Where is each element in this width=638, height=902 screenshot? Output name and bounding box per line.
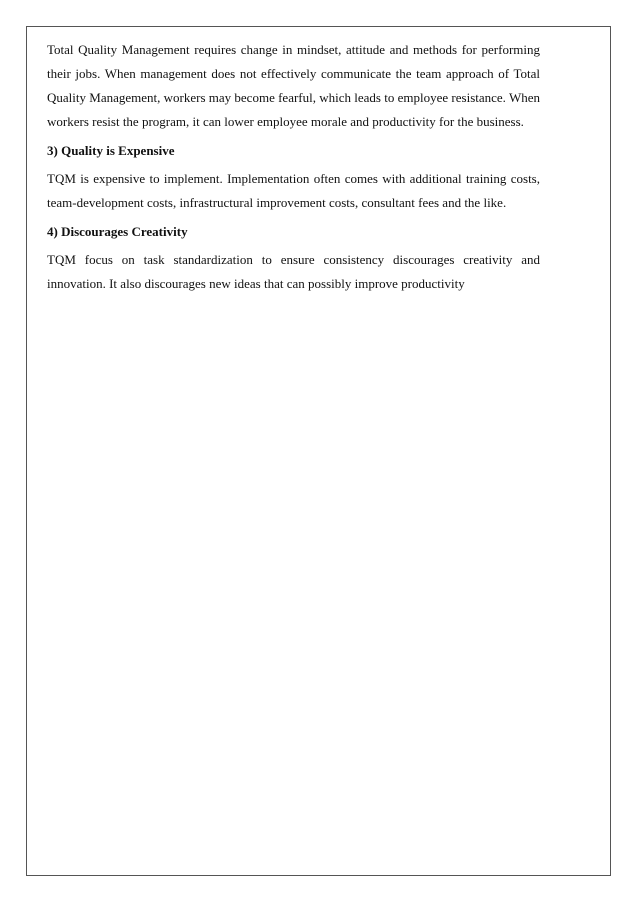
- section-heading-quality-is-expensive: 3) Quality is Expensive: [47, 143, 175, 158]
- section-body-quality-is-expensive: TQM is expensive to implement. Implementation often comes with additional training costs, team-development costs, infrastructural improvement costs, consultant fees and the like.: [47, 171, 540, 210]
- document-body: [47, 38, 540, 296]
- intro-paragraph: Total Quality Management requires change in mindset, attitude and methods for performing their jobs. When management does not effectively communicate the team approach of Total Quality Management, workers may become fearful, which leads to employee resistance. When workers resist the program, it can lower employee morale and productivity for the business.: [47, 42, 540, 129]
- section-heading-discourages-creativity: 4) Discourages Creativity: [47, 224, 188, 239]
- section-body-discourages-creativity: TQM focus on task standardization to ensure consistency discourages creativity and innovation. It also discourages new ideas that can possibly improve productivity: [47, 252, 540, 291]
